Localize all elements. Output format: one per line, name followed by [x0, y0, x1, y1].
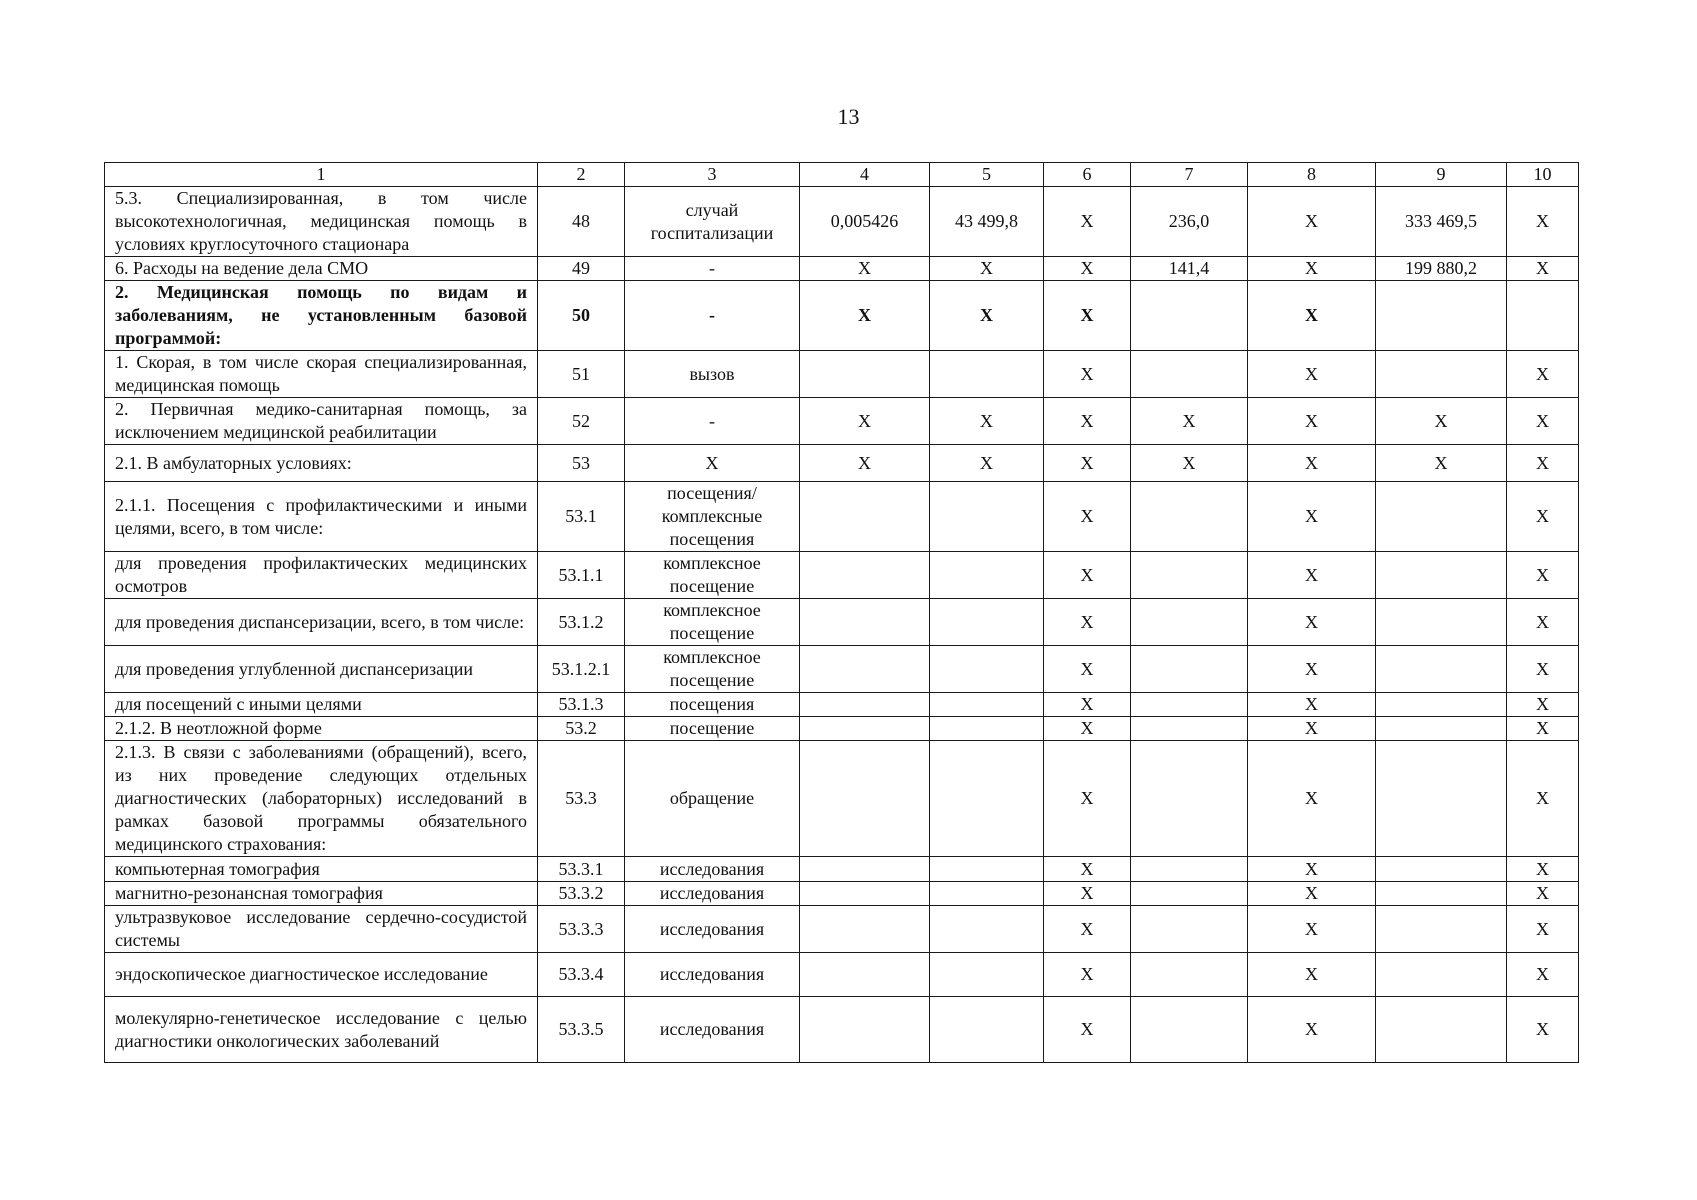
table-row — [105, 257, 1579, 281]
col10-cell: X — [1507, 953, 1579, 997]
col10-cell: X — [1507, 741, 1579, 857]
table-row — [105, 482, 1579, 552]
col4-cell — [800, 953, 930, 997]
row-name-cell: 5.3. Специализированная, в том числе высокотехнологичная, медицинская помощь в условиях круглосуточного стационара — [105, 187, 538, 257]
col4-cell — [800, 482, 930, 552]
row-code-cell: 53.2 — [538, 717, 625, 741]
col4-cell: X — [800, 398, 930, 445]
header-cell: 7 — [1131, 163, 1248, 187]
header-cell: 6 — [1044, 163, 1131, 187]
row-name-cell: 2.1.3. В связи с заболеваниями (обращений), всего, из них проведение следующих отдельных диагностических (лабораторных) исследований в рамках базовой программы обязательного медицинского страхования: — [105, 741, 538, 857]
header-cell: 5 — [930, 163, 1044, 187]
row-name-cell: эндоскопическое диагностическое исследование — [105, 953, 538, 997]
row-unit-cell: посещения — [625, 693, 800, 717]
col9-cell — [1376, 953, 1507, 997]
col6-cell: X — [1044, 398, 1131, 445]
col9-cell — [1376, 281, 1507, 351]
col7-cell — [1131, 857, 1248, 882]
data-table — [104, 162, 1579, 1063]
row-unit-cell: исследования — [625, 953, 800, 997]
col8-cell: X — [1248, 187, 1376, 257]
row-name-cell: для проведения диспансеризации, всего, в том числе: — [105, 599, 538, 646]
col10-cell: X — [1507, 351, 1579, 398]
row-code-cell: 53.1.2 — [538, 599, 625, 646]
row-unit-cell: комплексное посещение — [625, 552, 800, 599]
col5-cell: X — [930, 257, 1044, 281]
col5-cell — [930, 997, 1044, 1063]
col8-cell: X — [1248, 599, 1376, 646]
row-name-cell: 2.1.1. Посещения с профилактическими и иными целями, всего, в том числе: — [105, 482, 538, 552]
col6-cell: X — [1044, 997, 1131, 1063]
row-code-cell: 51 — [538, 351, 625, 398]
col4-cell: X — [800, 281, 930, 351]
col7-cell — [1131, 997, 1248, 1063]
col7-cell — [1131, 482, 1248, 552]
col4-cell — [800, 717, 930, 741]
row-unit-cell: - — [625, 281, 800, 351]
col6-cell: X — [1044, 953, 1131, 997]
col10-cell: X — [1507, 552, 1579, 599]
col8-cell: X — [1248, 552, 1376, 599]
row-unit-cell: посещение — [625, 717, 800, 741]
col10-cell: X — [1507, 482, 1579, 552]
col9-cell — [1376, 351, 1507, 398]
col6-cell: X — [1044, 646, 1131, 693]
col10-cell: X — [1507, 882, 1579, 906]
col7-cell: X — [1131, 398, 1248, 445]
col9-cell: 333 469,5 — [1376, 187, 1507, 257]
col9-cell — [1376, 906, 1507, 953]
col8-cell: X — [1248, 997, 1376, 1063]
col10-cell: X — [1507, 445, 1579, 482]
table-row — [105, 646, 1579, 693]
col5-cell — [930, 599, 1044, 646]
header-row — [105, 163, 1579, 187]
col9-cell — [1376, 997, 1507, 1063]
col10-cell: X — [1507, 257, 1579, 281]
col6-cell: X — [1044, 741, 1131, 857]
col4-cell — [800, 599, 930, 646]
col7-cell: 236,0 — [1131, 187, 1248, 257]
row-code-cell: 53.3.3 — [538, 906, 625, 953]
col8-cell: X — [1248, 857, 1376, 882]
col4-cell — [800, 693, 930, 717]
col7-cell — [1131, 693, 1248, 717]
col8-cell: X — [1248, 717, 1376, 741]
row-code-cell: 48 — [538, 187, 625, 257]
row-code-cell: 53.3.4 — [538, 953, 625, 997]
col7-cell — [1131, 741, 1248, 857]
table-row — [105, 953, 1579, 997]
col4-cell — [800, 882, 930, 906]
col10-cell: X — [1507, 857, 1579, 882]
col8-cell: X — [1248, 741, 1376, 857]
col10-cell — [1507, 281, 1579, 351]
col6-cell: X — [1044, 445, 1131, 482]
table-row — [105, 552, 1579, 599]
col10-cell: X — [1507, 693, 1579, 717]
col9-cell: X — [1376, 398, 1507, 445]
col8-cell: X — [1248, 693, 1376, 717]
col4-cell: X — [800, 257, 930, 281]
col9-cell — [1376, 482, 1507, 552]
table-row — [105, 717, 1579, 741]
col7-cell: X — [1131, 445, 1248, 482]
col4-cell — [800, 906, 930, 953]
row-name-cell: 2. Первичная медико-санитарная помощь, за исключением медицинской реабилитации — [105, 398, 538, 445]
header-cell: 4 — [800, 163, 930, 187]
row-name-cell: для проведения профилактических медицинских осмотров — [105, 552, 538, 599]
col10-cell: X — [1507, 646, 1579, 693]
col10-cell: X — [1507, 398, 1579, 445]
col8-cell: X — [1248, 882, 1376, 906]
col4-cell — [800, 552, 930, 599]
header-cell: 3 — [625, 163, 800, 187]
col8-cell: X — [1248, 445, 1376, 482]
col6-cell: X — [1044, 882, 1131, 906]
row-name-cell: 2.1.2. В неотложной форме — [105, 717, 538, 741]
header-cell: 10 — [1507, 163, 1579, 187]
row-name-cell: для посещений с иными целями — [105, 693, 538, 717]
col6-cell: X — [1044, 257, 1131, 281]
col5-cell — [930, 741, 1044, 857]
col6-cell: X — [1044, 552, 1131, 599]
col6-cell: X — [1044, 857, 1131, 882]
row-unit-cell: - — [625, 398, 800, 445]
row-code-cell: 53.1.2.1 — [538, 646, 625, 693]
row-code-cell: 53.3 — [538, 741, 625, 857]
col5-cell: 43 499,8 — [930, 187, 1044, 257]
row-name-cell: магнитно-резонансная томография — [105, 882, 538, 906]
col9-cell — [1376, 646, 1507, 693]
col7-cell — [1131, 882, 1248, 906]
col7-cell — [1131, 953, 1248, 997]
row-code-cell: 50 — [538, 281, 625, 351]
col5-cell — [930, 953, 1044, 997]
col8-cell: X — [1248, 257, 1376, 281]
col5-cell — [930, 693, 1044, 717]
col7-cell — [1131, 351, 1248, 398]
col10-cell: X — [1507, 599, 1579, 646]
row-unit-cell: исследования — [625, 857, 800, 882]
table-row — [105, 997, 1579, 1063]
col8-cell: X — [1248, 646, 1376, 693]
table-row — [105, 882, 1579, 906]
col10-cell: X — [1507, 997, 1579, 1063]
col7-cell — [1131, 646, 1248, 693]
col8-cell: X — [1248, 281, 1376, 351]
col5-cell — [930, 351, 1044, 398]
row-name-cell: для проведения углубленной диспансеризации — [105, 646, 538, 693]
col4-cell — [800, 351, 930, 398]
row-code-cell: 53.3.5 — [538, 997, 625, 1063]
header-cell: 9 — [1376, 163, 1507, 187]
table-row — [105, 693, 1579, 717]
row-code-cell: 52 — [538, 398, 625, 445]
col9-cell — [1376, 882, 1507, 906]
col8-cell: X — [1248, 953, 1376, 997]
table-row — [105, 187, 1579, 257]
row-code-cell: 53.1.1 — [538, 552, 625, 599]
table-row — [105, 741, 1579, 857]
col10-cell: X — [1507, 906, 1579, 953]
col9-cell: X — [1376, 445, 1507, 482]
col8-cell: X — [1248, 351, 1376, 398]
table-row — [105, 398, 1579, 445]
row-unit-cell: исследования — [625, 997, 800, 1063]
col9-cell — [1376, 552, 1507, 599]
col7-cell — [1131, 717, 1248, 741]
row-code-cell: 53 — [538, 445, 625, 482]
col5-cell — [930, 482, 1044, 552]
col6-cell: X — [1044, 187, 1131, 257]
col5-cell — [930, 717, 1044, 741]
col4-cell — [800, 997, 930, 1063]
row-unit-cell: исследования — [625, 882, 800, 906]
row-unit-cell: случай госпитализации — [625, 187, 800, 257]
col7-cell: 141,4 — [1131, 257, 1248, 281]
row-unit-cell: вызов — [625, 351, 800, 398]
col9-cell — [1376, 717, 1507, 741]
col8-cell: X — [1248, 906, 1376, 953]
col6-cell: X — [1044, 599, 1131, 646]
row-code-cell: 53.3.2 — [538, 882, 625, 906]
col5-cell — [930, 882, 1044, 906]
col6-cell: X — [1044, 693, 1131, 717]
header-cell: 2 — [538, 163, 625, 187]
col10-cell: X — [1507, 717, 1579, 741]
row-unit-cell: посещения/ комплексные посещения — [625, 482, 800, 552]
col4-cell — [800, 646, 930, 693]
col6-cell: X — [1044, 351, 1131, 398]
row-unit-cell: - — [625, 257, 800, 281]
table-row — [105, 857, 1579, 882]
col4-cell — [800, 741, 930, 857]
row-name-cell: ультразвуковое исследование сердечно-сосудистой системы — [105, 906, 538, 953]
header-cell: 1 — [105, 163, 538, 187]
row-unit-cell: обращение — [625, 741, 800, 857]
col5-cell — [930, 646, 1044, 693]
row-unit-cell: комплексное посещение — [625, 646, 800, 693]
col5-cell: X — [930, 445, 1044, 482]
col5-cell — [930, 552, 1044, 599]
col5-cell: X — [930, 398, 1044, 445]
row-unit-cell: исследования — [625, 906, 800, 953]
row-name-cell: 2.1. В амбулаторных условиях: — [105, 445, 538, 482]
table-row — [105, 281, 1579, 351]
col9-cell — [1376, 599, 1507, 646]
table-row — [105, 906, 1579, 953]
row-code-cell: 53.1 — [538, 482, 625, 552]
col6-cell: X — [1044, 717, 1131, 741]
col4-cell — [800, 857, 930, 882]
row-name-cell: молекулярно-генетическое исследование с целью диагностики онкологических заболеваний — [105, 997, 538, 1063]
col10-cell: X — [1507, 187, 1579, 257]
col9-cell — [1376, 741, 1507, 857]
col6-cell: X — [1044, 906, 1131, 953]
col7-cell — [1131, 552, 1248, 599]
col4-cell: X — [800, 445, 930, 482]
col6-cell: X — [1044, 482, 1131, 552]
col8-cell: X — [1248, 482, 1376, 552]
row-name-cell: 1. Скорая, в том числе скорая специализированная, медицинская помощь — [105, 351, 538, 398]
col9-cell — [1376, 857, 1507, 882]
header-cell: 8 — [1248, 163, 1376, 187]
col9-cell — [1376, 693, 1507, 717]
row-unit-cell: комплексное посещение — [625, 599, 800, 646]
row-name-cell: 2. Медицинская помощь по видам и заболеваниям, не установленным базовой программой: — [105, 281, 538, 351]
col7-cell — [1131, 281, 1248, 351]
row-name-cell: компьютерная томография — [105, 857, 538, 882]
col9-cell: 199 880,2 — [1376, 257, 1507, 281]
col8-cell: X — [1248, 398, 1376, 445]
col7-cell — [1131, 906, 1248, 953]
row-code-cell: 49 — [538, 257, 625, 281]
col6-cell: X — [1044, 281, 1131, 351]
row-code-cell: 53.1.3 — [538, 693, 625, 717]
col5-cell: X — [930, 281, 1044, 351]
col5-cell — [930, 906, 1044, 953]
row-unit-cell: X — [625, 445, 800, 482]
table-row — [105, 351, 1579, 398]
table-row — [105, 445, 1579, 482]
col4-cell: 0,005426 — [800, 187, 930, 257]
table-row — [105, 599, 1579, 646]
row-name-cell: 6. Расходы на ведение дела СМО — [105, 257, 538, 281]
page-number: 13 — [837, 104, 860, 129]
col7-cell — [1131, 599, 1248, 646]
row-code-cell: 53.3.1 — [538, 857, 625, 882]
col5-cell — [930, 857, 1044, 882]
